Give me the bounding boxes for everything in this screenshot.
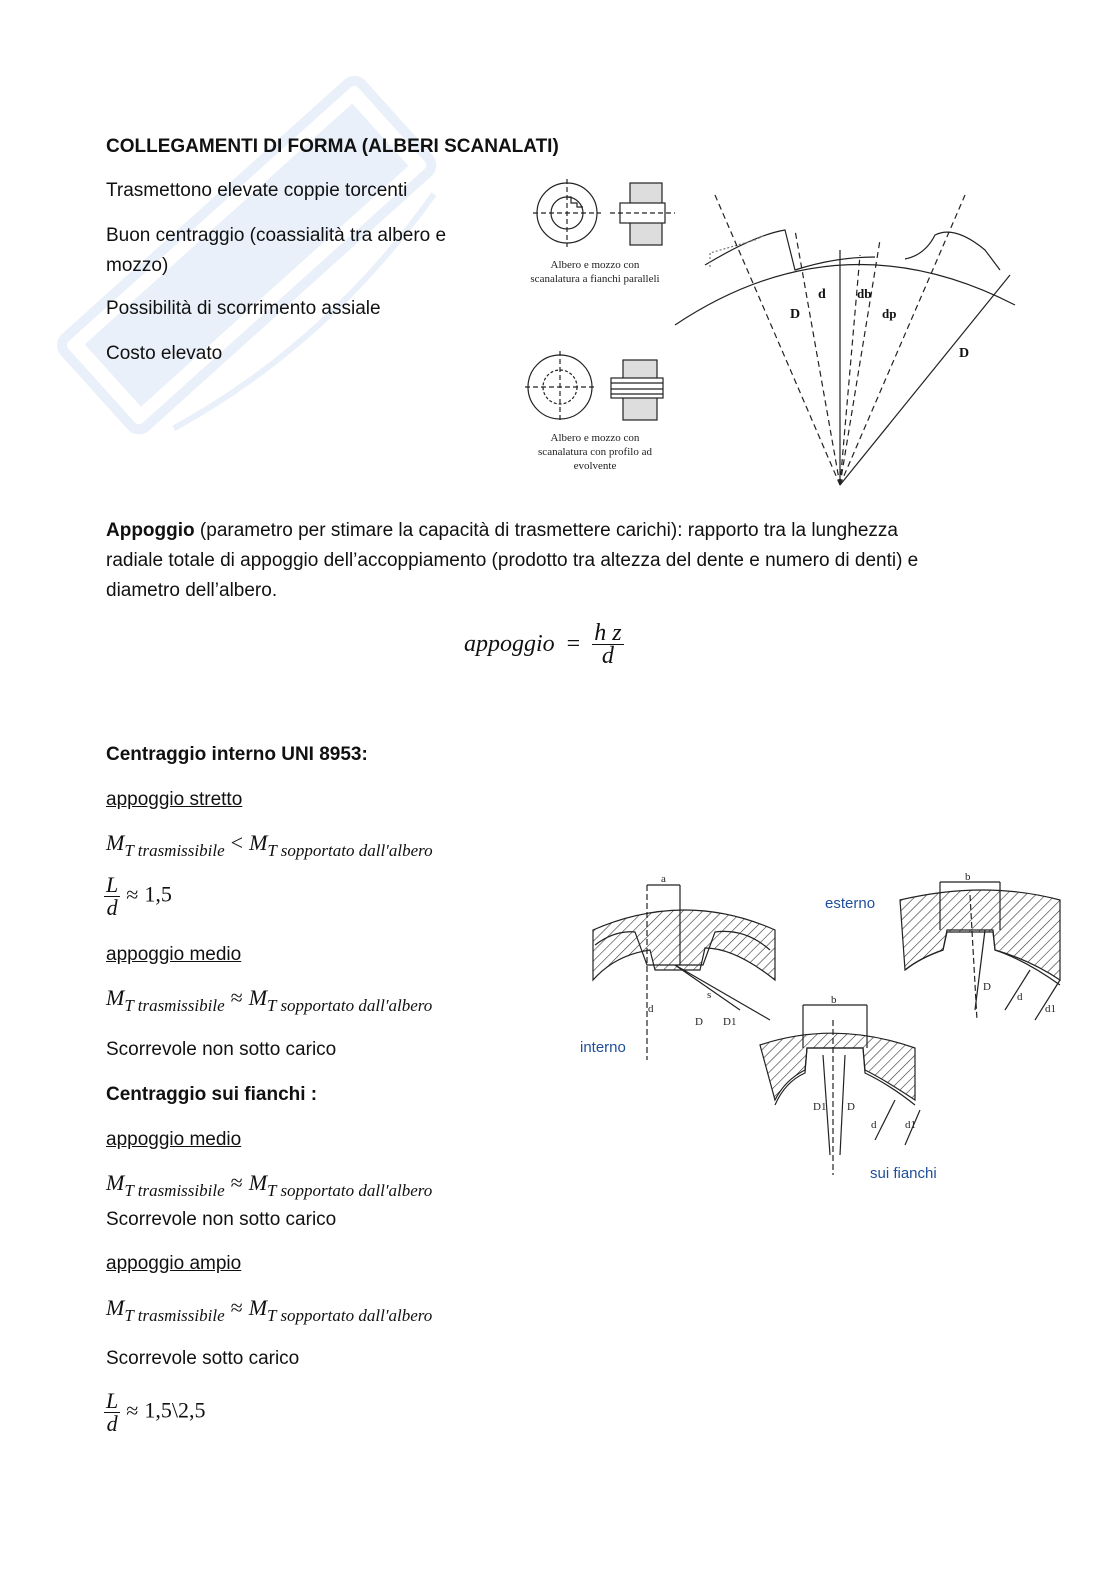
spline-diagram-figure — [515, 175, 1050, 495]
equation-medio-interno: $M_{T trasmissibile} \approx M_{T sopportato dall'albero}$ — [106, 985, 433, 1015]
dim-D-esterno: D — [983, 981, 991, 993]
label-D-right: D — [959, 346, 970, 361]
dim-d-interno: d — [648, 1003, 654, 1015]
bullet-centraggio-cont: mozzo) — [106, 255, 169, 276]
formula-num: h z — [594, 620, 622, 646]
dim-a: a — [661, 873, 666, 885]
ratio-ampio: $\frac{L}{d}$ ≈ 1,5\2,5 — [106, 1388, 206, 1436]
label-d: d — [818, 287, 826, 302]
note-ampio: Scorrevole sotto carico — [106, 1348, 300, 1369]
dim-D-interno: D — [695, 1016, 703, 1028]
diagram-fianchi — [760, 1005, 920, 1175]
label-esterno: esterno — [825, 895, 876, 912]
diagram-interno — [593, 885, 775, 1060]
note-medio-fianchi: Scorrevole non sotto carico — [106, 1209, 337, 1230]
appoggio-medio-label: appoggio medio — [106, 944, 242, 965]
label-interno: interno — [580, 1039, 626, 1056]
formula-den: d — [601, 643, 614, 669]
equation-ampio: $M_{T trasmissibile} \approx M_{T sopportato dall'albero}$ — [106, 1295, 433, 1325]
formula-lhs: appoggio — [464, 631, 555, 657]
dim-d-fianchi: d — [871, 1119, 877, 1131]
caption-parallel-2: scanalatura a fianchi paralleli — [530, 273, 660, 285]
tooth-profile-drawing — [675, 195, 1015, 485]
section-interno-title: Centraggio interno UNI 8953: — [106, 744, 368, 765]
appoggio-ampio-label: appoggio ampio — [106, 1253, 242, 1274]
section-fianchi-title: Centraggio sui fianchi : — [106, 1084, 318, 1105]
label-fianchi: sui fianchi — [870, 1165, 937, 1182]
equation-medio-fianchi: $M_{T trasmissibile} \approx M_{T sopportato dall'albero}$ — [106, 1170, 433, 1200]
dim-d1-esterno: d1 — [1045, 1003, 1056, 1015]
bullet-coppie: Trasmettono elevate coppie torcenti — [106, 180, 408, 201]
dim-b-fianchi: b — [831, 994, 837, 1006]
dim-s: s — [707, 989, 712, 1001]
bullet-costo: Costo elevato — [106, 343, 223, 364]
appoggio-medio-fianchi-label: appoggio medio — [106, 1129, 242, 1150]
caption-involute-1: Albero e mozzo con — [550, 432, 640, 444]
parallel-flank-drawing — [533, 179, 675, 247]
centering-types-figure — [575, 870, 1075, 1190]
appoggio-line2: radiale totale di appoggio dell’accoppiamento (prodotto tra altezza del dente e numero di denti) e — [106, 550, 919, 571]
dim-D1-interno: D1 — [723, 1016, 737, 1028]
appoggio-term: Appoggio — [106, 520, 195, 541]
caption-involute-2: scanalatura con profilo ad — [538, 446, 652, 458]
label-db: db — [857, 286, 872, 301]
watermark-logo — [20, 40, 500, 500]
appoggio-paragraph — [106, 516, 1006, 606]
label-D-left: D — [790, 307, 801, 322]
dim-d1-fianchi: d1 — [905, 1119, 916, 1131]
dim-D1-fianchi: D1 — [813, 1101, 827, 1113]
formula-appoggio: appoggio = $\frac{\text{h z}}{d}$ — [464, 620, 622, 669]
bullet-centraggio: Buon centraggio (coassialità tra albero e — [106, 225, 447, 246]
ratio-stretto: $\frac{L}{d}$ ≈ 1,5 — [106, 872, 172, 920]
page-title: COLLEGAMENTI DI FORMA (ALBERI SCANALATI) — [106, 136, 559, 157]
equation-stretto: $M_{T trasmissibile} < M_{T sopportato dall'albero}$ — [106, 830, 433, 860]
label-dp: dp — [882, 306, 897, 321]
appoggio-line1: (parametro per stimare la capacità di trasmettere carichi): rapporto tra la lunghezza — [194, 520, 898, 541]
diagram-esterno — [900, 882, 1060, 1020]
bullet-scorrimento: Possibilità di scorrimento assiale — [106, 298, 381, 319]
caption-involute-3: evolvente — [573, 460, 617, 472]
appoggio-line3: diametro dell’albero. — [106, 580, 278, 601]
involute-drawing — [525, 351, 663, 423]
caption-parallel-1: Albero e mozzo con — [550, 259, 640, 271]
dim-b-esterno: b — [965, 871, 971, 883]
dim-D-fianchi: D — [847, 1101, 855, 1113]
note-interno: Scorrevole non sotto carico — [106, 1039, 337, 1060]
dim-d-esterno: d — [1017, 991, 1023, 1003]
appoggio-stretto-label: appoggio stretto — [106, 789, 243, 810]
